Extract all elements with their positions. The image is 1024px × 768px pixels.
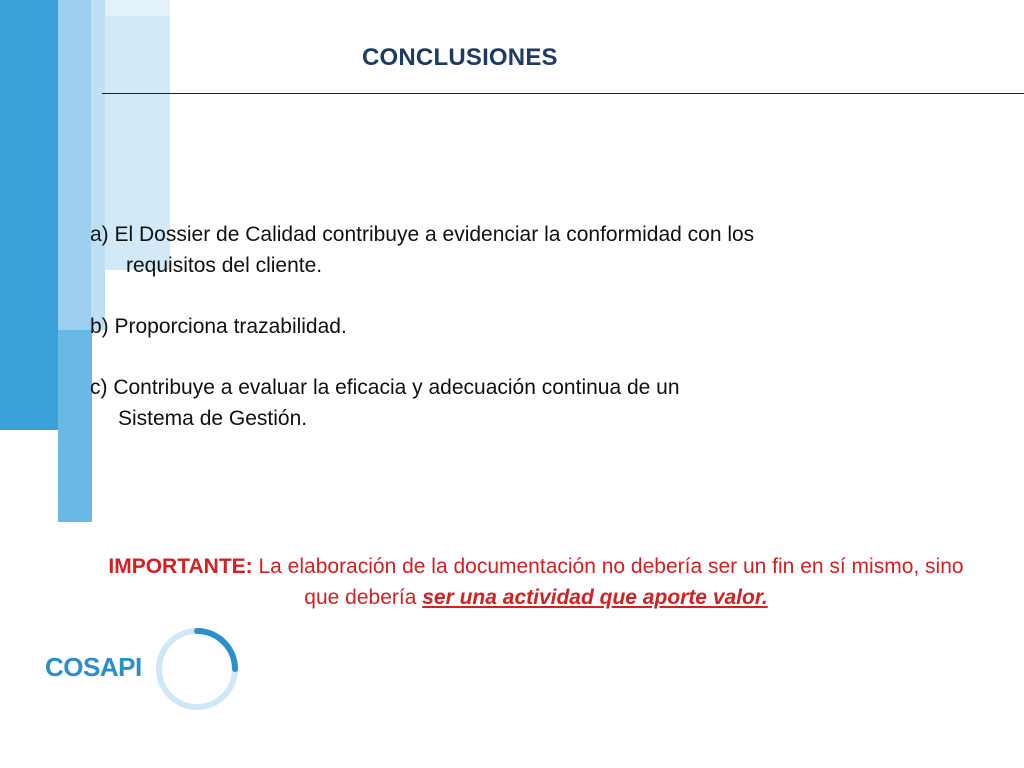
cosapi-logo-text: COSAPI bbox=[45, 652, 142, 682]
important-note bbox=[90, 551, 982, 613]
conclusion-item-a-line2: requisitos del cliente. bbox=[126, 254, 323, 277]
conclusion-item-c bbox=[90, 372, 680, 434]
title-divider bbox=[102, 93, 1024, 94]
conclusion-item-b bbox=[90, 311, 347, 342]
page-title: CONCLUSIONES bbox=[362, 44, 558, 71]
conclusion-item-a bbox=[90, 219, 754, 281]
deco-panel-bottom bbox=[58, 330, 92, 522]
conclusion-item-c-line2: Sistema de Gestión. bbox=[118, 407, 308, 430]
important-label: IMPORTANTE: bbox=[108, 555, 253, 578]
important-text: La elaboración de la documentación no debería ser un fin en sí mismo, sino que debería bbox=[252, 555, 964, 609]
conclusion-item-c-line1: c) Contribuye a evaluar la eficacia y adecuación continua de un bbox=[90, 376, 680, 399]
deco-panel-dark bbox=[0, 0, 58, 430]
important-emphasis: ser una actividad que aporte valor. bbox=[422, 586, 768, 609]
cosapi-ring-icon bbox=[152, 624, 242, 714]
conclusion-item-a-line1: a) El Dossier de Calidad contribuye a evidenciar la conformidad con los bbox=[90, 223, 755, 246]
conclusion-item-b-line1: b) Proporciona trazabilidad. bbox=[90, 315, 347, 338]
